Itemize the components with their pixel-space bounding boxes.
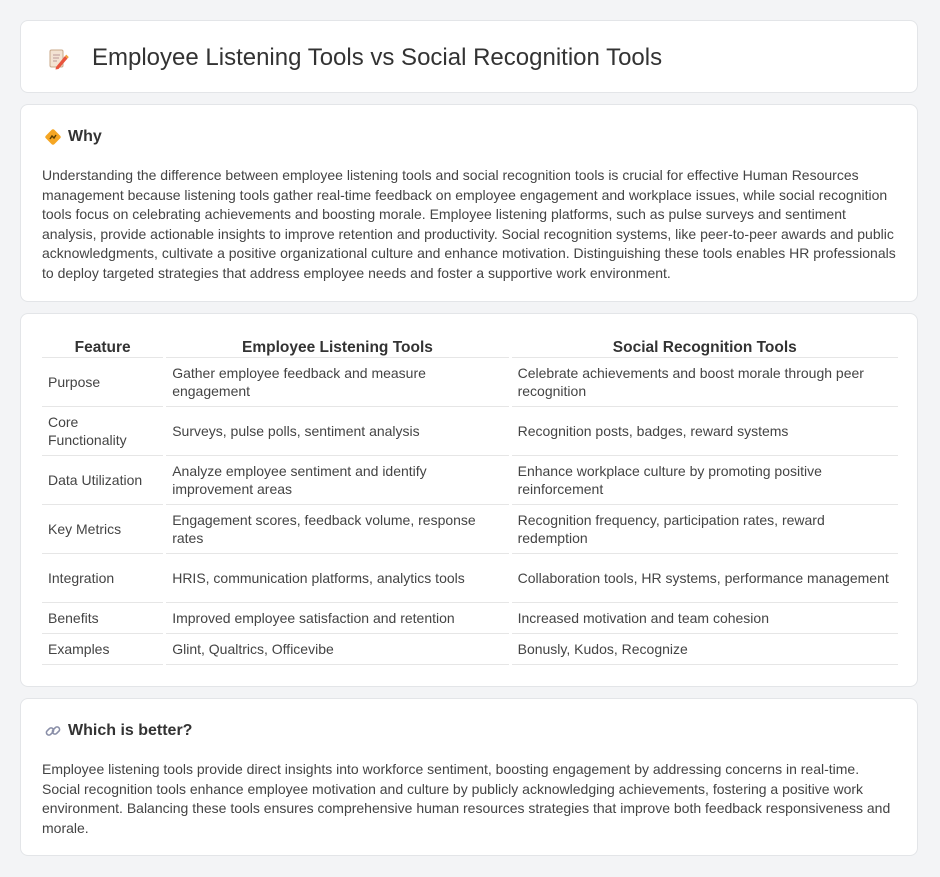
table-cell-recognition: Recognition posts, badges, reward systems: [512, 407, 898, 456]
table-cell-listening: HRIS, communication platforms, analytics tools: [166, 554, 508, 603]
document-pencil-icon: [47, 48, 69, 70]
table-cell-feature: Key Metrics: [42, 505, 163, 554]
better-text: Employee listening tools provide direct insights into workforce sentiment, boosting engagement by addressing concerns in real-time. Social recognition tools enhance employee motivation and culture by publicly acknowledging achievements, fostering a positive work environment. Balancing these tools ensures comprehensive human resources strategies that improve both feedback responsiveness and morale.: [42, 761, 891, 836]
why-heading: Why: [68, 128, 102, 145]
table-cell-listening: Glint, Qualtrics, Officevibe: [166, 634, 508, 665]
why-text: Understanding the difference between employee listening tools and social recognition tools is crucial for effective Human Resources management because listening tools gather real-time feedback on employee engagement and workplace issues, while social recognition tools focus on celebrating achievements and boosting morale. Employee listening platforms, such as pulse surveys and sentiment analysis, provide actionable insights to improve retention and productivity. Social recognition systems, like peer-to-peer awards and public acknowledgments, cultivate a positive organizational culture and enhance motivation. Distinguishing these tools enables HR professionals to deploy targeted strategies that address employee needs and foster a supportive work environment.: [42, 167, 896, 281]
table-cell-listening: Gather employee feedback and measure engagement: [166, 358, 508, 407]
table-cell-listening: Engagement scores, feedback volume, response rates: [166, 505, 508, 554]
table-cell-recognition: Bonusly, Kudos, Recognize: [512, 634, 898, 665]
table-cell-recognition: Enhance workplace culture by promoting positive reinforcement: [512, 456, 898, 505]
diamond-sign-icon: [44, 128, 62, 146]
table-cell-recognition: Recognition frequency, participation rates, reward redemption: [512, 505, 898, 554]
which-is-better-section: [20, 698, 918, 856]
better-heading: Which is better?: [68, 722, 193, 739]
table-cell-listening: Surveys, pulse polls, sentiment analysis: [166, 407, 508, 456]
table-cell-recognition: Celebrate achievements and boost morale through peer recognition: [512, 358, 898, 407]
table-cell-recognition: Increased motivation and team cohesion: [512, 603, 898, 634]
table-row: [42, 358, 898, 407]
table-cell-feature: Purpose: [42, 358, 163, 407]
table-cell-listening: Analyze employee sentiment and identify improvement areas: [166, 456, 508, 505]
table-cell-listening: Improved employee satisfaction and retention: [166, 603, 508, 634]
comparison-table-card: [20, 313, 918, 687]
table-row: [42, 634, 898, 665]
table-row: [42, 505, 898, 554]
table-row: [42, 407, 898, 456]
table-row: [42, 554, 898, 603]
table-header-recognition: Social Recognition Tools: [512, 335, 898, 358]
table-cell-feature: Core Functionality: [42, 407, 163, 456]
comparison-table: [42, 335, 898, 665]
link-icon: [44, 722, 62, 740]
why-section: [20, 104, 918, 302]
title-card: [20, 20, 918, 93]
table-header-listening: Employee Listening Tools: [166, 335, 508, 358]
table-cell-feature: Examples: [42, 634, 163, 665]
table-cell-feature: Integration: [42, 554, 163, 603]
table-cell-feature: Benefits: [42, 603, 163, 634]
table-header-feature: Feature: [42, 335, 163, 358]
table-row: [42, 456, 898, 505]
table-cell-feature: Data Utilization: [42, 456, 163, 505]
table-row: [42, 603, 898, 634]
table-cell-recognition: Collaboration tools, HR systems, performance management: [512, 554, 898, 603]
page-title: Employee Listening Tools vs Social Recognition Tools: [92, 44, 663, 71]
